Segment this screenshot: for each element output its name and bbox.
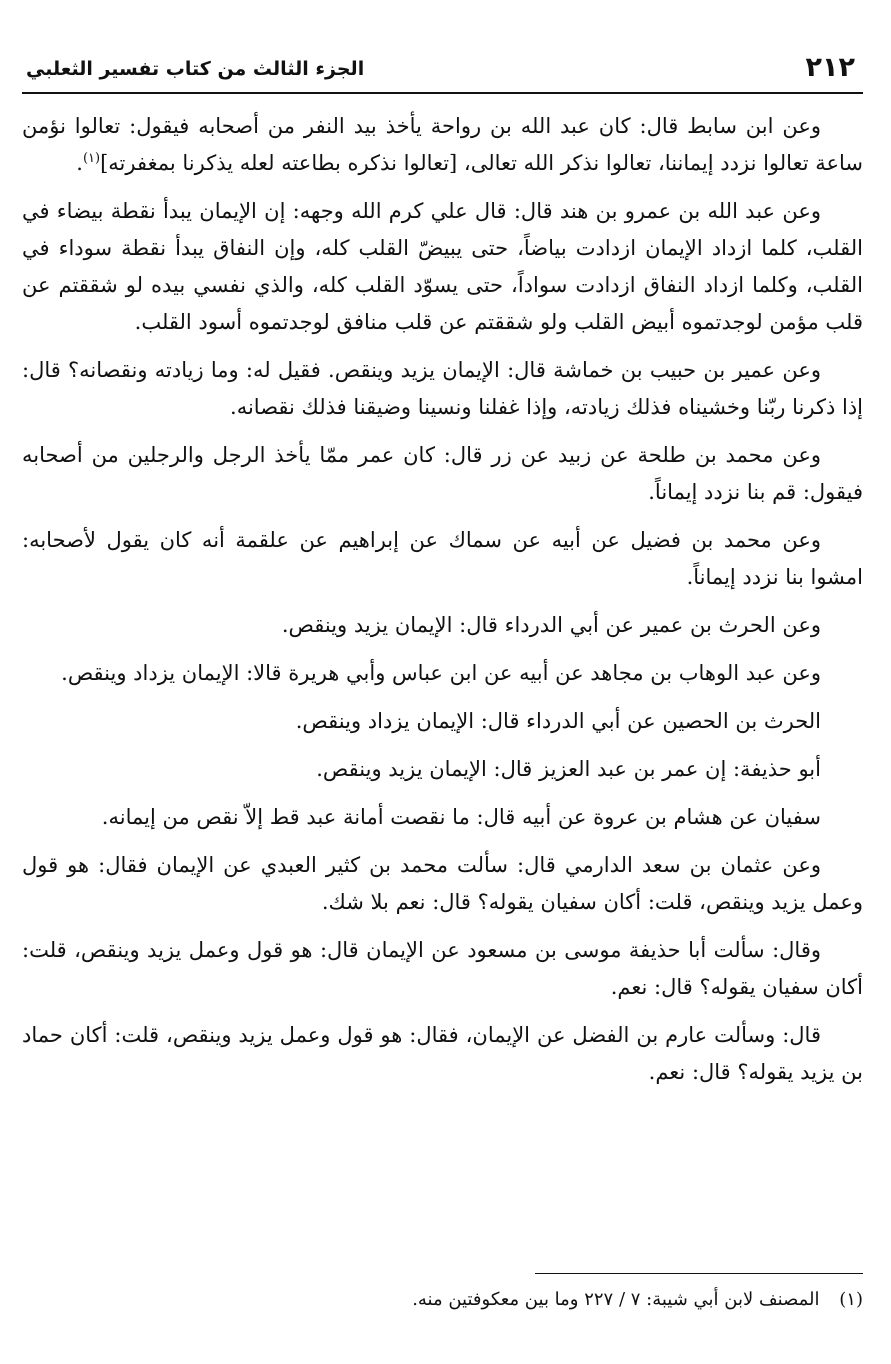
footnote xyxy=(22,1285,863,1315)
footnote-reference: (١) xyxy=(82,151,101,166)
paragraph: وعن عبد الله بن عمرو بن هند قال: قال علي كرم الله وجهه: إن الإيمان يبدأ نقطة بيضاء في القلب، كلما ازداد الإيمان ازدادت بياضاً، حتى يبيضّ القلب كله، وإن النفاق يبدأ نقطة سوداء في القلب، وكلما ازداد النفاق ازدادت سواداً، حتى يسوّد القلب كله، والذي نفسي بيده لو شققتم عن قلب مؤمن لوجدتموه أبيض القلب ولو شققتم عن قلب منافق لوجدتموه أسود القلب. xyxy=(22,199,863,334)
footnote-separator xyxy=(535,1273,863,1274)
footnote-mark: (١) xyxy=(839,1289,863,1310)
paragraph: وعن محمد بن فضيل عن أبيه عن سماك عن إبراهيم عن علقمة أنه كان يقول لأصحابه: امشوا بنا نزدد إيماناً. xyxy=(22,528,863,589)
paragraph: قال: وسألت عارم بن الفضل عن الإيمان، فقال: هو قول وعمل يزيد وينقص، قلت: أكان حماد بن يزيد يقوله؟ قال: نعم. xyxy=(22,1023,863,1084)
paragraph: أبو حذيفة: إن عمر بن عبد العزيز قال: الإيمان يزيد وينقص. xyxy=(316,757,821,781)
paragraph: سفيان عن هشام بن عروة عن أبيه قال: ما نقصت أمانة عبد قط إلاّ نقص من إيمانه. xyxy=(101,805,821,829)
page-header xyxy=(22,50,863,94)
paragraph xyxy=(22,108,863,182)
running-title: الجزء الثالث من كتاب تفسير الثعلبي xyxy=(26,58,365,80)
paragraph: وعن عثمان بن سعد الدارمي قال: سألت محمد بن كثير العبدي عن الإيمان فقال: هو قول وعمل يزيد وينقص، قلت: أكان سفيان يقوله؟ قال: نعم بلا شك. xyxy=(22,853,863,914)
page-number: ٢١٢ xyxy=(805,52,855,83)
paragraph: وعن عمير بن حبيب بن خماشة قال: الإيمان يزيد وينقص. فقيل له: وما زيادته ونقصانه؟ قال: إذا ذكرنا ربّنا وخشيناه فذلك زيادته، وإذا غفلنا ونسينا وضيقنا فذلك نقصانه. xyxy=(22,358,863,419)
paragraph: وقال: سألت أبا حذيفة موسى بن مسعود عن الإيمان قال: هو قول وعمل يزيد وينقص، قلت: أكان سفيان يقوله؟ قال: نعم. xyxy=(22,938,863,999)
footnote-text: المصنف لابن أبي شيبة: ٧ / ٢٢٧ وما بين معكوفتين منه. xyxy=(412,1289,820,1310)
paragraph: الحرث بن الحصين عن أبي الدرداء قال: الإيمان يزداد وينقص. xyxy=(295,709,821,733)
paragraph: وعن محمد بن طلحة عن زبيد عن زر قال: كان عمر ممّا يأخذ الرجل والرجلين من أصحابه فيقول: قم بنا نزدد إيماناً. xyxy=(22,443,863,504)
body-text xyxy=(22,108,863,1102)
paragraph-text: وعن ابن سابط قال: كان عبد الله بن رواحة يأخذ بيد النفر من أصحابه فيقول: تعالوا نؤمن ساعة تعالوا نزدد إيماننا، تعالوا نذكر الله تعالى، [تعالوا نذكره بطاعته لعله يذكرنا بمغفرته] xyxy=(22,114,863,175)
paragraph: وعن الحرث بن عمير عن أبي الدرداء قال: الإيمان يزيد وينقص. xyxy=(281,613,821,637)
paragraph-tail: . xyxy=(76,151,83,175)
paragraph: وعن عبد الوهاب بن مجاهد عن أبيه عن ابن عباس وأبي هريرة قالا: الإيمان يزداد وينقص. xyxy=(61,661,821,685)
